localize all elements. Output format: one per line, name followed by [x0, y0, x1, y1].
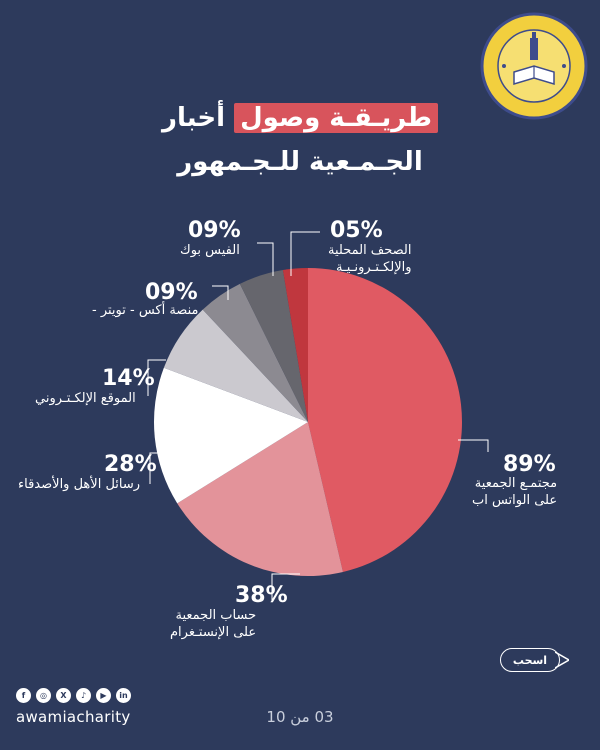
- pie-slices: [154, 268, 462, 576]
- slice-description-line: والإلكـتـرونـيـة: [335, 260, 412, 275]
- slice-pct-label: 05%: [330, 218, 383, 243]
- linkedin-icon[interactable]: in: [116, 688, 131, 703]
- slice-description-line: الموقع الإلكـتـروني: [35, 391, 136, 406]
- page-indicator: 03 من 10: [266, 708, 334, 726]
- slice-description-line: حساب الجمعية: [175, 608, 257, 623]
- slice-pct-label: 14%: [102, 366, 155, 391]
- youtube-icon[interactable]: ▶: [96, 688, 111, 703]
- slice-pct-label: 38%: [235, 583, 288, 608]
- leader-line-0: [458, 440, 488, 452]
- slice-description-label: [328, 242, 412, 276]
- slice-pct-label: 09%: [188, 218, 241, 243]
- slice-description-line: الصحف المحلية: [328, 243, 412, 258]
- swipe-button[interactable]: [500, 648, 560, 672]
- slice-description-line: مجتمـع الجمعية: [474, 476, 558, 491]
- slice-description-line: على الواتس اب: [472, 493, 558, 508]
- swipe-label: اسحب: [512, 653, 548, 667]
- x-icon[interactable]: X: [56, 688, 71, 703]
- facebook-icon[interactable]: f: [16, 688, 31, 703]
- slice-description-line: على الإنستـغرام: [170, 625, 257, 640]
- swipe-arrow-icon: [555, 652, 569, 668]
- instagram-icon[interactable]: ◎: [36, 688, 51, 703]
- slice-pct-label: 89%: [503, 452, 556, 477]
- slice-description-label: [170, 607, 256, 641]
- slice-description-line: منصة أكس - تويتر -: [92, 303, 199, 318]
- tiktok-icon[interactable]: ♪: [76, 688, 91, 703]
- slice-description-label: [18, 476, 140, 493]
- slice-description-line: الفيس بوك: [180, 243, 240, 258]
- title-line-1-rest: أخبار: [162, 103, 235, 133]
- title-line-2: الجـمـعية للـجـمهور: [177, 147, 423, 177]
- social-icons: [16, 688, 131, 703]
- slice-description-label: [180, 242, 240, 259]
- slice-pct-label: 28%: [104, 452, 157, 477]
- slice-description-label: [35, 390, 136, 407]
- slice-description-label: [472, 475, 557, 509]
- leader-line-5: [257, 243, 273, 276]
- title-highlight: طريـقـة وصول: [234, 103, 438, 133]
- slice-pct-label: 09%: [145, 280, 198, 305]
- account-handle[interactable]: awamiacharity: [16, 708, 131, 726]
- slice-description-label: [92, 302, 198, 319]
- slice-description-line: رسائل الأهل والأصدقاء: [18, 477, 141, 492]
